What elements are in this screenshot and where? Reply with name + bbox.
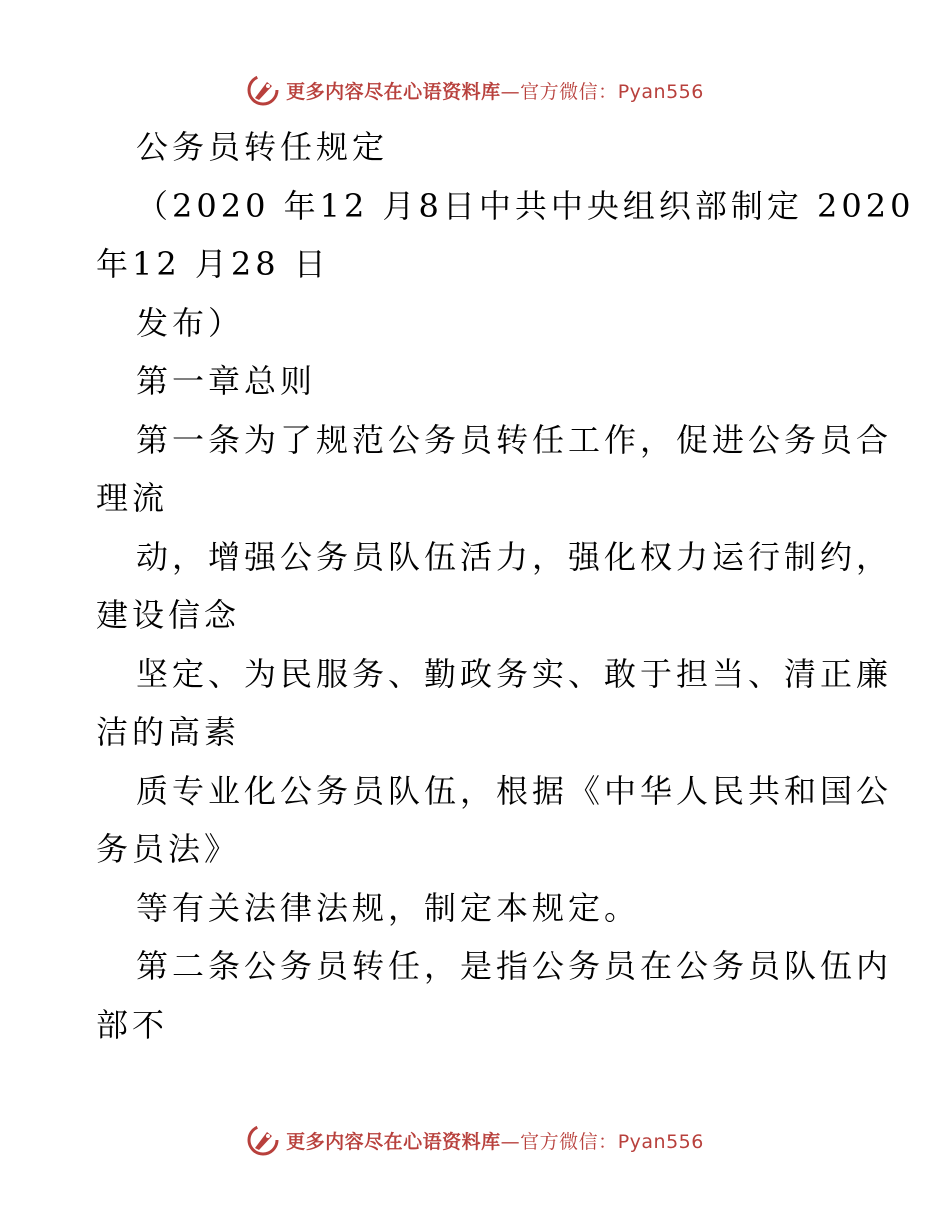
text-line: 第二条公务员转任，是指公务员在公务员队伍内 [136, 947, 893, 985]
text-line: 部不 [96, 1005, 169, 1044]
text-line: 动，增强公务员队伍活力，强化权力运行制约， [136, 537, 893, 576]
footer-watermark [0, 1120, 950, 1160]
text-line: 第一条为了规范公务员转任工作，促进公务员合 [136, 420, 893, 459]
text-line: 务员法》 [96, 830, 241, 868]
watermark-wechat-id: Pyan556 [617, 80, 704, 103]
watermark-wechat-label: 官方微信： [520, 1130, 618, 1153]
text-line: 质专业化公务员队伍，根据《中华人民共和国公 [136, 771, 893, 810]
watermark-text [286, 77, 704, 104]
text-line: 洁的高素 [96, 713, 241, 751]
chapter-heading: 第一章总则 [136, 362, 317, 400]
watermark-site-text: 更多内容尽在心语资料库 [286, 1130, 501, 1153]
text-line: 坚定、为民服务、勤政务实、敢于担当、清正廉 [136, 654, 893, 693]
watermark-text [286, 1127, 704, 1154]
document-body [96, 118, 915, 1054]
document-title: 公务员转任规定 [136, 128, 389, 166]
text-line: 发布） [136, 303, 245, 342]
watermark-wechat-label: 官方微信： [520, 80, 618, 103]
pen-nib-logo-icon [246, 73, 280, 107]
watermark-site-text: 更多内容尽在心语资料库 [286, 80, 501, 103]
pen-nib-logo-icon [246, 1123, 280, 1157]
watermark-wechat-id: Pyan556 [617, 1130, 704, 1153]
text-line: （2020 年12 月8日中共中央组织部制定 2020 [136, 186, 915, 225]
watermark-separator: — [500, 1130, 521, 1153]
text-line: 建设信念 [96, 596, 241, 634]
text-line: 等有关法律法规，制定本规定。 [136, 888, 641, 927]
text-line: 理流 [96, 479, 169, 517]
text-line: 年12 月28 日 [96, 245, 330, 283]
watermark-separator: — [500, 80, 521, 103]
header-watermark [0, 70, 950, 110]
